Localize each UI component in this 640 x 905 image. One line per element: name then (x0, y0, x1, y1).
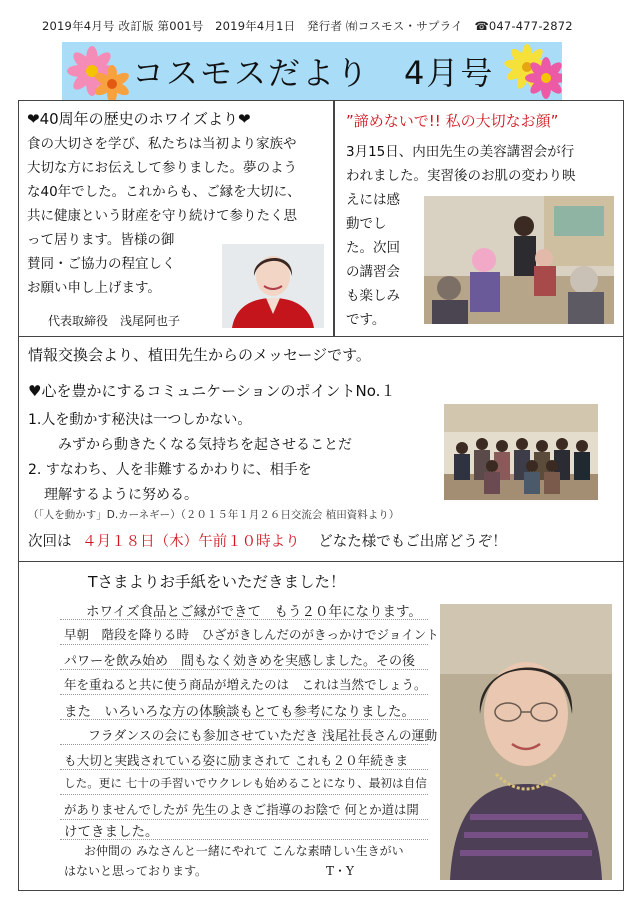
issue-info: 2019年4月号 改訂版 第001号 2019年4月1日 発行者 ㈲コスモス・サプライ ☎047-477-2872 (42, 19, 573, 33)
letter-line: ホワイズ食品とご縁ができて もう２０年になります。 (86, 604, 422, 620)
body-line: 賛同・ご協力の程宜しく (27, 256, 176, 272)
letter-line: がありませんでしたが 先生のよきご指導のお陰で 何とか道は開 (64, 802, 419, 817)
body-line: 3月15日、内田先生の美容講習会が行 (346, 144, 575, 160)
beauty-heading: ”諦めないで!! 私の大切なお顔” (346, 112, 559, 130)
letter-rule (60, 744, 428, 745)
anniversary-heading: ❤40周年の歴史のホワイズより❤ (27, 110, 251, 128)
letter-line: 早朝 階段を降りる時 ひざがきしんだのがきっかけでジョイント (64, 627, 439, 642)
body-line: われました。実習後のお肌の変わり映 (346, 168, 576, 184)
letter-line: フラダンスの会にも参加させていただき 浅尾社長さんの運動 (88, 729, 438, 744)
body-line: 共に健康という財産を守り続けて参りたく思 (27, 208, 297, 224)
point-1-detail: みずから動きたくなる気持ちを起させることだ (58, 437, 352, 453)
letter-line: また いろいろな方の体験談もとても参考になりました。 (64, 704, 415, 720)
letter-closing (84, 842, 404, 859)
next-meeting (28, 530, 507, 551)
point-1: 1.人を動かす秘決は一つしかない。 (28, 412, 252, 428)
body-line: えには感 (346, 192, 400, 208)
letter-rule (60, 794, 428, 795)
letter-line: はないと思っております。 (64, 864, 208, 878)
letter-line: 年を重ねると共に使う商品が増えたのは これは当然でしょう。 (64, 677, 427, 692)
title-banner (62, 42, 562, 100)
letter-rule (60, 669, 428, 670)
group-photo (444, 404, 598, 500)
body-line: って居ります。皆様の御 (27, 232, 175, 248)
source-citation: （「人を動かす」D.カーネギー）（２０１５年１月２６日交流会 植田資料より） (28, 509, 400, 521)
next-meeting-prefix: 次回は (28, 534, 72, 550)
letter-line: パワーを飲み始め 間もなく効きめを実感しました。その後 (64, 654, 416, 669)
next-meeting-invite: どなた様でもご出席どうぞ！ (318, 534, 507, 550)
body-line: た。次回 (346, 240, 400, 256)
body-line: な40年でした。これからも、ご縁を大切に、 (27, 184, 301, 200)
letter-line: お仲間の みなさんと一緒にやれて こんな素晴しい生きがい (84, 844, 404, 858)
letter-rule (60, 769, 428, 770)
body-line: 大切な方にお伝えして参りました。夢のよう (27, 160, 297, 176)
letter-rule (60, 694, 428, 695)
body-line: 食の大切さを学び、私たちは当初より家族や (27, 136, 297, 152)
seminar-photo (424, 196, 614, 324)
point-2: 2. すなわち、人を非難するかわりに、相手を (28, 462, 312, 478)
flower-orange-icon (92, 64, 132, 100)
flower-magenta-icon (524, 56, 562, 100)
body-line: 動でし (346, 216, 387, 232)
president-photo (222, 244, 324, 328)
letter-signature: T・Y (326, 864, 354, 878)
communication-heading: ♥心を豊かにするコミュニケーションのポイントNo.１ (28, 382, 396, 400)
point-2-detail: 理解するように努める。 (44, 487, 198, 503)
letter-heading: Tさまよりお手紙をいただきました！ (88, 573, 346, 591)
body-line: です。 (346, 312, 386, 328)
letter-line: も大切と実践されている姿に励まされて これも２０年続きま (64, 753, 409, 768)
letter-rule (60, 644, 428, 645)
next-meeting-date: ４月１８日（木）午前１０時より (82, 534, 300, 550)
body-line: も楽しみ (346, 288, 400, 304)
writer-photo (440, 604, 612, 880)
newsletter-title: コスモスだより 4月号 (132, 54, 495, 92)
letter-line: けてきました。 (64, 824, 159, 840)
letter-line: した。更に 七十の手習いでウクレレも始めることになり、最初は自信 (64, 776, 427, 790)
exchange-intro: 情報交換会より、植田先生からのメッセージです。 (28, 346, 371, 364)
president-signature: 代表取締役 浅尾阿也子 (48, 314, 181, 328)
body-line: の講習会 (346, 264, 400, 280)
body-line: お願い申し上げます。 (27, 280, 161, 296)
